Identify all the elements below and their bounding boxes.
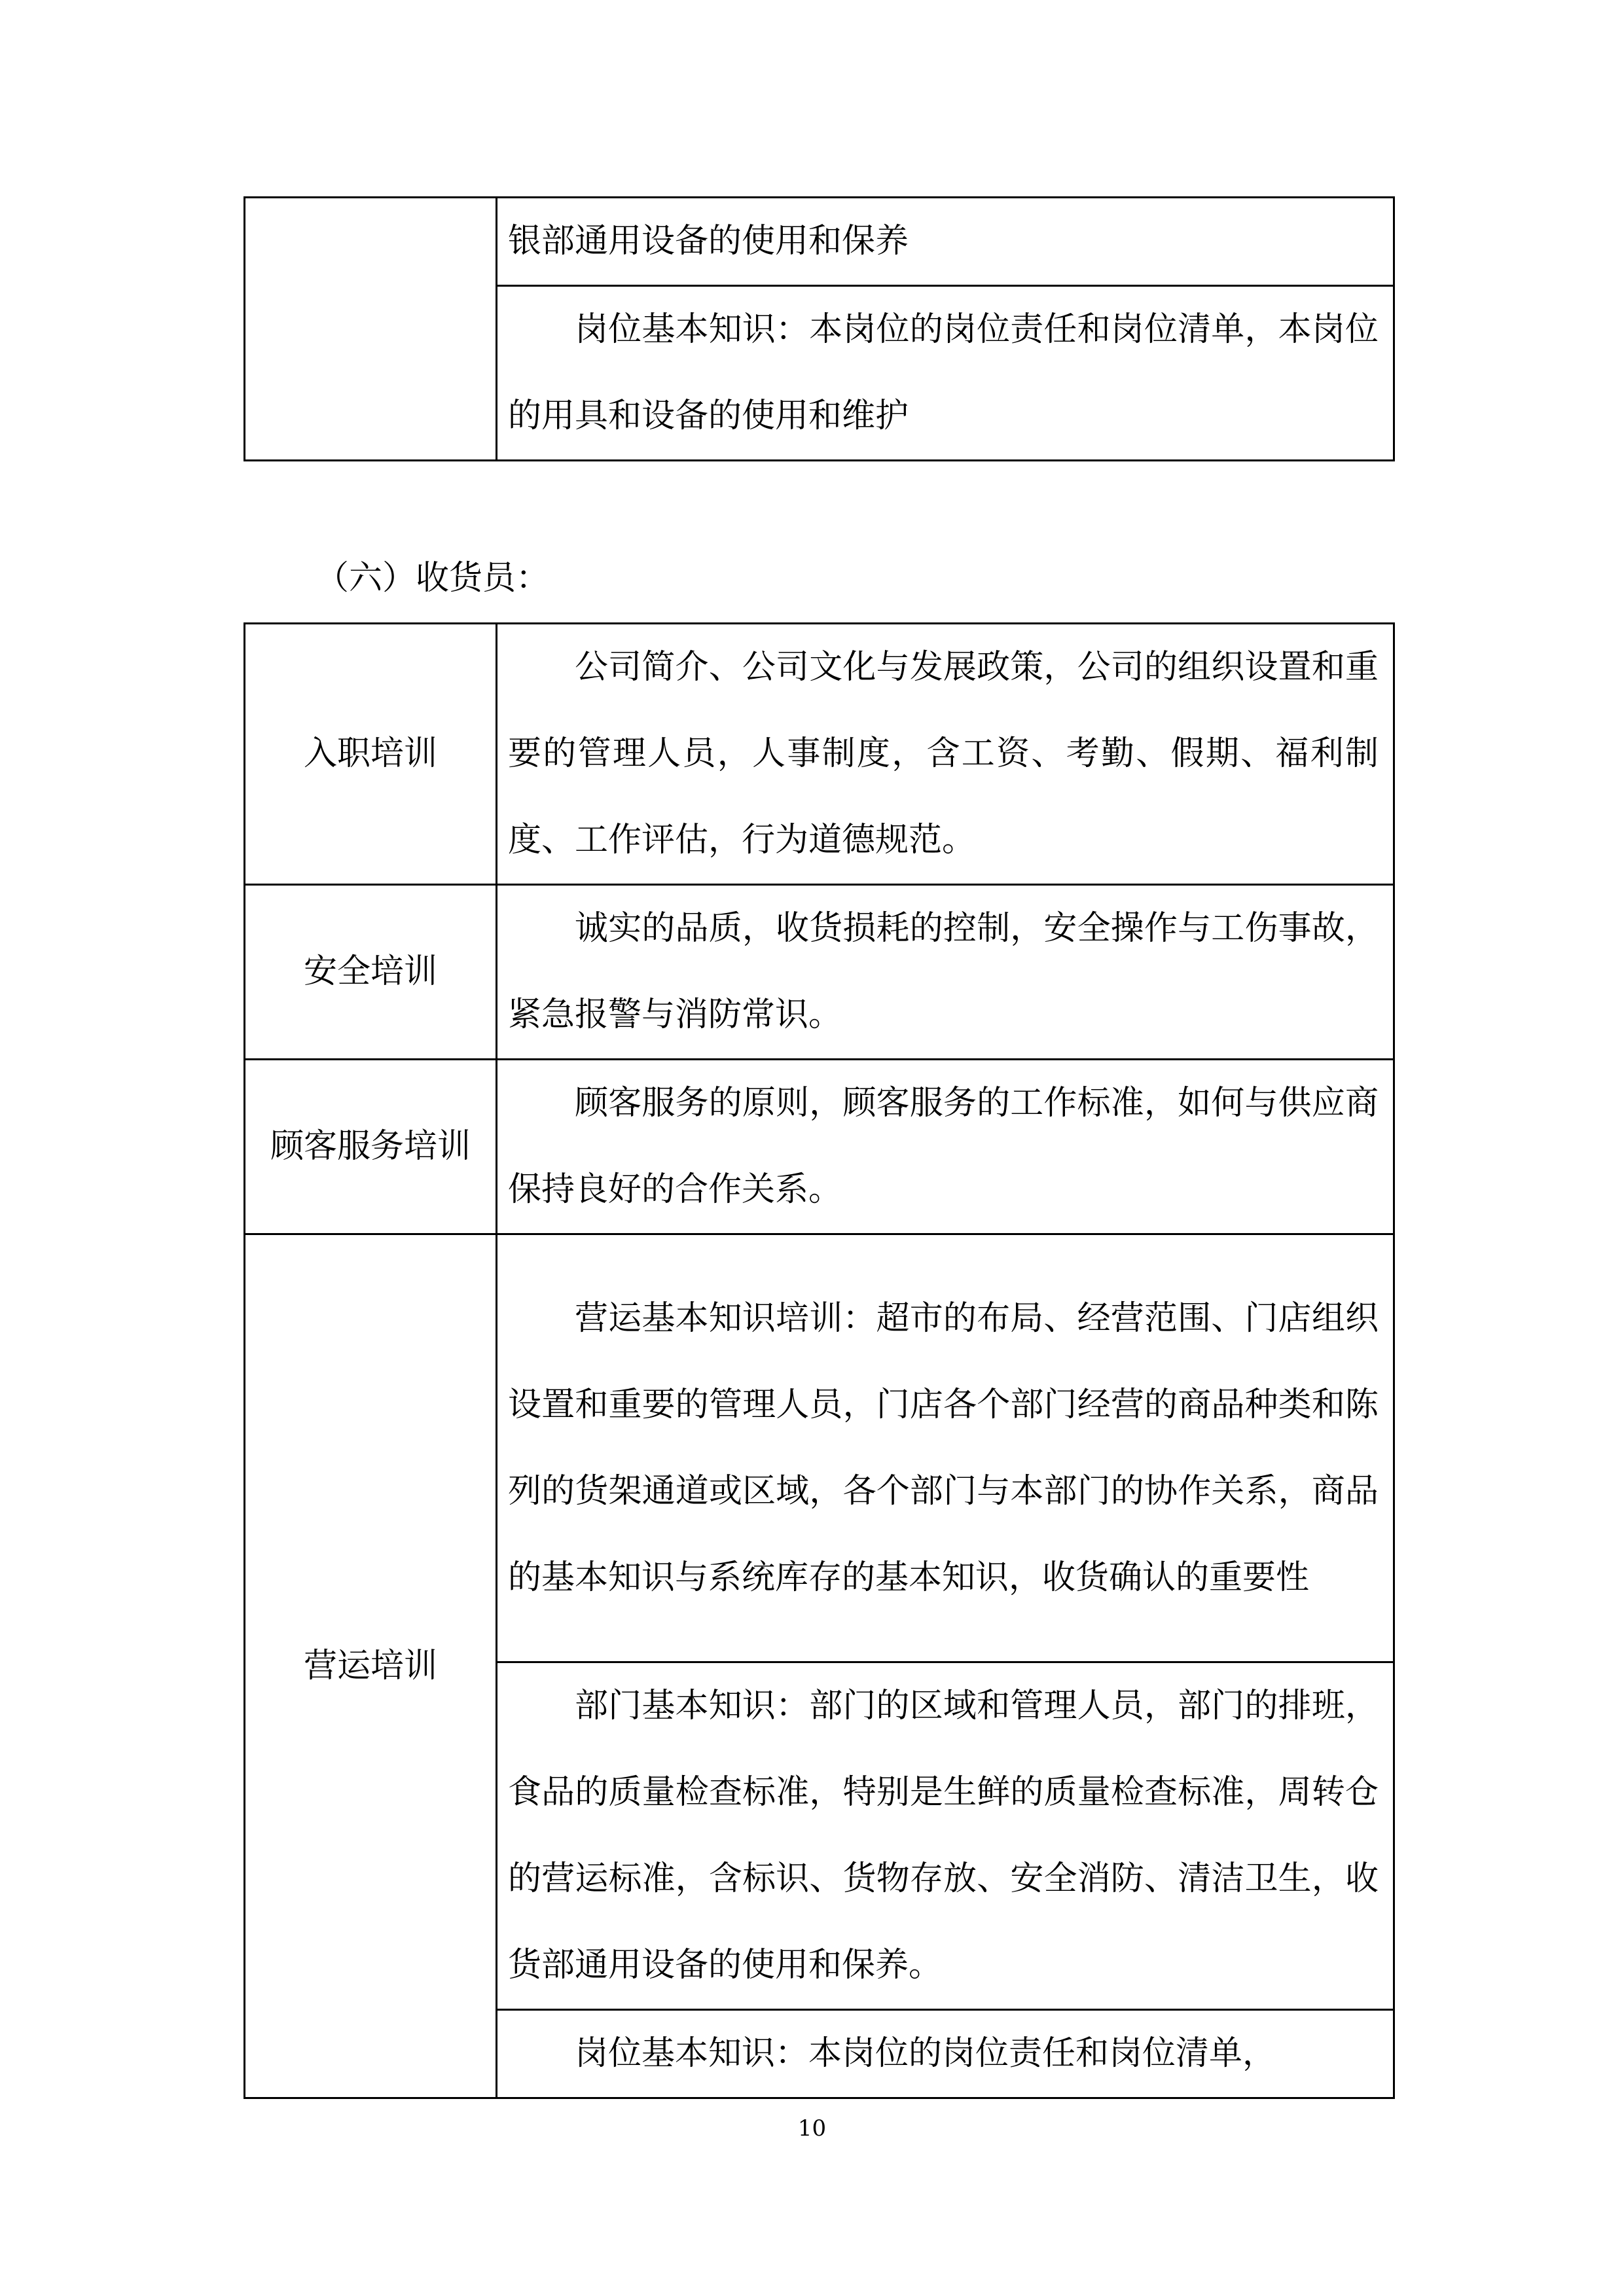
table-row bbox=[245, 624, 1394, 885]
training-type-label: 安全培训 bbox=[245, 885, 497, 1060]
table-row bbox=[245, 885, 1394, 1060]
table-cell-content: 银部通用设备的使用和保养 bbox=[497, 198, 1394, 286]
page-number: 10 bbox=[797, 2115, 827, 2142]
table-cell-content: 岗位基本知识：本岗位的岗位责任和岗位清单，本岗位的用具和设备的使用和维护 bbox=[497, 286, 1394, 461]
table-cell-empty bbox=[245, 198, 497, 461]
training-content: 公司简介、公司文化与发展政策，公司的组织设置和重要的管理人员，人事制度，含工资、考勤、假期、福利制度、工作评估，行为道德规范。 bbox=[497, 624, 1394, 885]
training-content: 顾客服务的原则，顾客服务的工作标准，如何与供应商保持良好的合作关系。 bbox=[497, 1060, 1394, 1234]
training-type-label: 营运培训 bbox=[245, 1234, 497, 2098]
table-row bbox=[245, 1234, 1394, 1662]
receiving-clerk-training-table bbox=[244, 622, 1395, 2099]
continued-training-table bbox=[244, 196, 1395, 461]
training-type-label: 入职培训 bbox=[245, 624, 497, 885]
training-content: 诚实的品质，收货损耗的控制，安全操作与工伤事故，紧急报警与消防常识。 bbox=[497, 885, 1394, 1060]
table-row bbox=[245, 198, 1394, 286]
training-content: 岗位基本知识：本岗位的岗位责任和岗位清单， bbox=[497, 2010, 1394, 2098]
section-heading: （六）收货员： bbox=[316, 559, 550, 598]
training-content: 部门基本知识：部门的区域和管理人员，部门的排班，食品的质量检查标准，特别是生鲜的质量检查标准，周转仓的营运标准，含标识、货物存放、安全消防、清洁卫生，收货部通用设备的使用和保养。 bbox=[497, 1662, 1394, 2010]
training-type-label: 顾客服务培训 bbox=[245, 1060, 497, 1234]
training-content: 营运基本知识培训：超市的布局、经营范围、门店组织设置和重要的管理人员，门店各个部门经营的商品种类和陈列的货架通道或区域，各个部门与本部门的协作关系，商品的基本知识与系统库存的基本知识，收货确认的重要性 bbox=[497, 1234, 1394, 1662]
table-row bbox=[245, 1060, 1394, 1234]
